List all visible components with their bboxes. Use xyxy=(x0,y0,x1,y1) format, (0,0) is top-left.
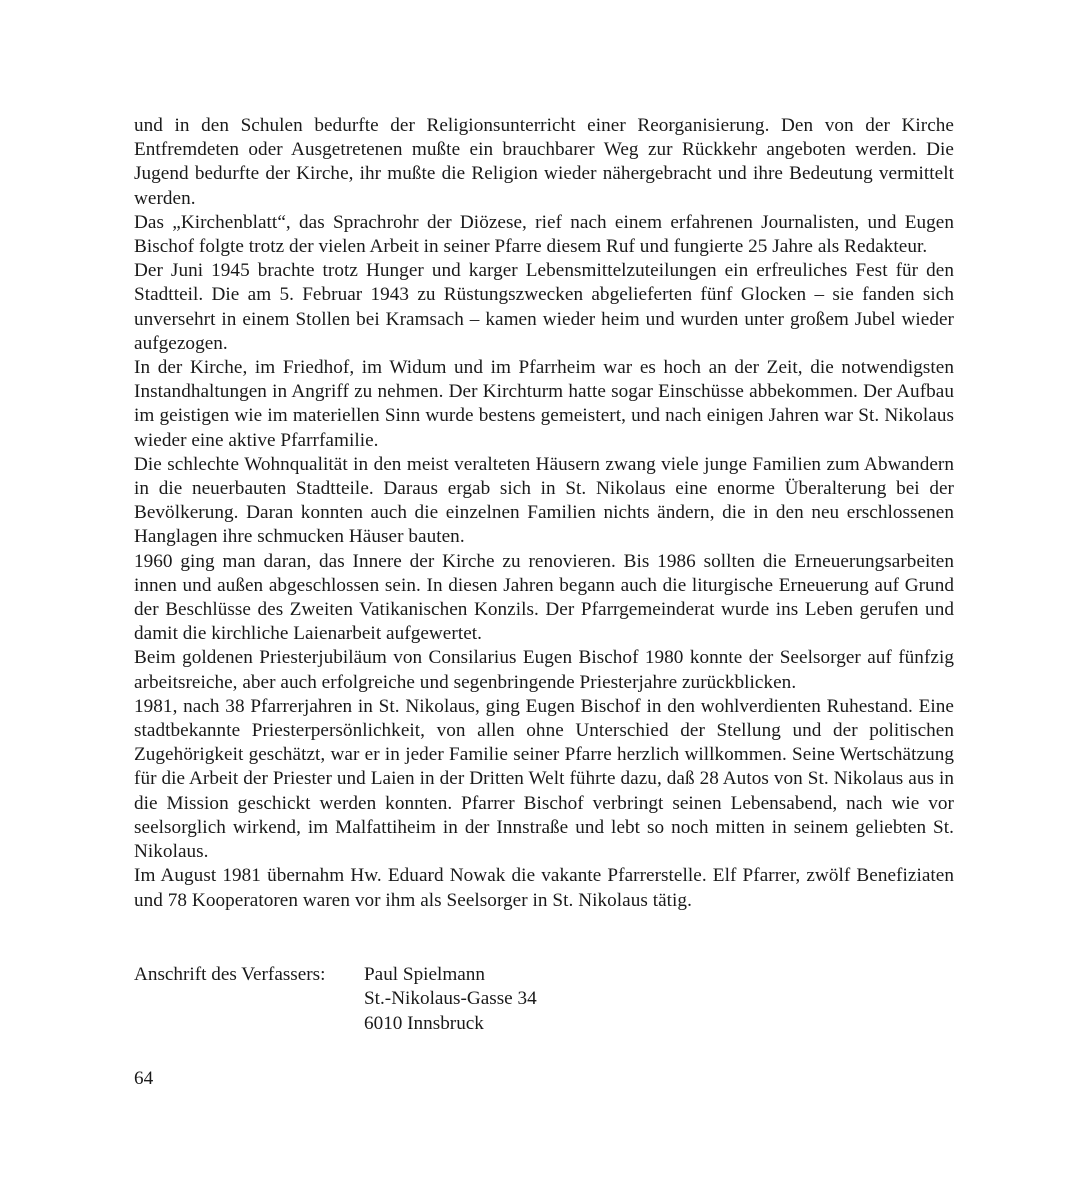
paragraph: Der Juni 1945 brachte trotz Hunger und karger Lebensmittelzuteilungen ein erfreuliches Fest für den Stadtteil. Die am 5. Februar 1943 zu Rüstungszwecken abgelieferten fünf Glocken – sie fanden sich unversehrt in einem Stollen bei Kramsach – kamen wieder heim und wurden unter großem Jubel wieder aufgezogen. xyxy=(134,260,954,354)
paragraph: 1981, nach 38 Pfarrerjahren in St. Nikolaus, ging Eugen Bischof in den wohlverdienten Ruhestand. Eine stadtbekannte Priesterpersönlichkeit, von allen ohne Unterschied der Stellung und der politischen Zugehörigkeit geschätzt, war er in jeder Familie seiner Pfarre herzlich willkommen. Seine Wertschätzung für die Arbeit der Priester und Laien in der Dritten Welt führte dazu, daß 28 Autos von St. Nikolaus aus in die Mission geschickt werden konnten. Pfarrer Bischof verbringt seinen Lebensabend, nach wie vor seelsorglich wirkend, im Malfattiheim in der Innstraße und lebt so noch mitten in seinem geliebten St. Nikolaus. xyxy=(134,695,954,863)
paragraph: 1960 ging man daran, das Innere der Kirche zu renovieren. Bis 1986 sollten die Erneuerungsarbeiten innen und außen abgeschlossen sein. In diesen Jahren begann auch die liturgische Erneuerung auf Grund der Beschlüsse des Zweiten Vatikanischen Konzils. Der Pfarrgemeinderat wurde ins Leben gerufen und damit die kirchliche Laienarbeit aufgewertet. xyxy=(134,550,954,645)
paragraph: und in den Schulen bedurfte der Religionsunterricht einer Reorganisierung. Den von der Kirche Entfremdeten oder Ausgetretenen mußte ein brauchbarer Weg zur Rückkehr angeboten werden. Die Jugend bedurfte der Kirche, ihr mußte die Religion wieder nähergebracht und ihre Bedeutung vermittelt werden. xyxy=(134,115,954,209)
address-label: Anschrift des Verfassers: xyxy=(134,964,326,985)
author-name: Paul Spielmann xyxy=(364,964,485,985)
paragraph: Im August 1981 übernahm Hw. Eduard Nowak die vakante Pfarrerstelle. Elf Pfarrer, zwölf Benefiziaten und 78 Kooperatoren waren vor ihm als Seelsorger in St. Nikolaus tätig. xyxy=(134,865,954,911)
city-line: 6010 Innsbruck xyxy=(364,1012,484,1034)
author-address xyxy=(134,963,734,1036)
address-lines xyxy=(364,963,537,1036)
paragraph: Beim goldenen Priesterjubiläum von Consilarius Eugen Bischof 1980 konnte der Seelsorger auf fünfzig arbeitsreiche, aber auch erfolgreiche und segenbringende Priesterjahre zurückblicken. xyxy=(134,647,954,693)
paragraph: Das „Kirchenblatt“, das Sprachrohr der Diözese, rief nach einem erfahrenen Journalisten, und Eugen Bischof folgte trotz der vielen Arbeit in seiner Pfarre diesem Ruf und fungierte 25 Jahre als Redakteur. xyxy=(134,211,954,258)
street-line: St.-Nikolaus-Gasse 34 xyxy=(364,988,537,1010)
body-text xyxy=(134,114,954,913)
page-number: 64 xyxy=(134,1068,154,1089)
paragraph: Die schlechte Wohnqualität in den meist veralteten Häusern zwang viele junge Familien zum Abwandern in die neuerbauten Stadtteile. Daraus ergab sich in St. Nikolaus eine enorme Überalterung bei der Bevölkerung. Daran konnten auch die einzelnen Familien nichts ändern, die in den neu erschlossenen Hanglagen ihre schmucken Häuser bauten. xyxy=(134,453,954,548)
paragraph: In der Kirche, im Friedhof, im Widum und im Pfarrheim war es hoch an der Zeit, die notwendigsten Instandhaltungen in Angriff zu nehmen. Der Kirchturm hatte sogar Einschüsse abbekommen. Der Aufbau im geistigen wie im materiellen Sinn wurde bestens gemeistert, und nach einigen Jahren war St. Nikolaus wieder eine aktive Pfarrfamilie. xyxy=(134,357,954,451)
